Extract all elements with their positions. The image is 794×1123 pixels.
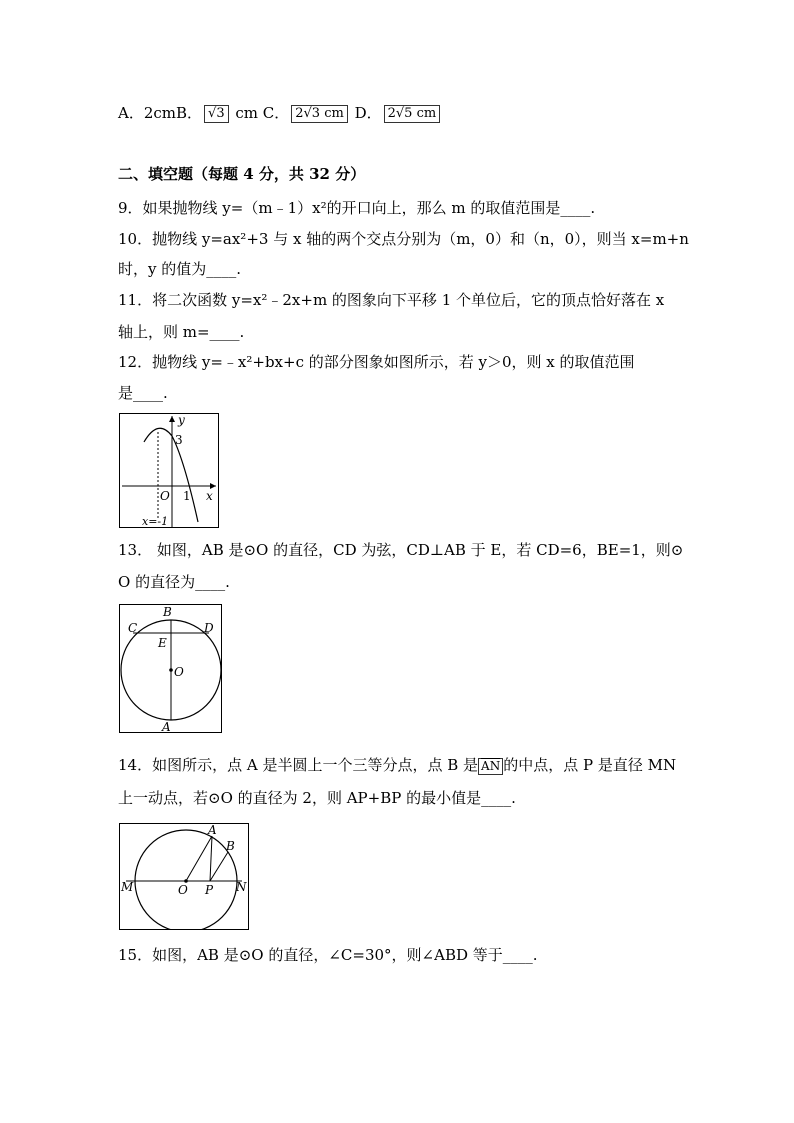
tick-y-label: 3 — [175, 433, 183, 447]
question-14-line1-part1: 14．如图所示，点 A 是半圆上一个三等分点，点 B 是 — [118, 756, 479, 774]
question-11-line2: 轴上，则 m=____. — [118, 323, 245, 341]
label-a: A — [162, 720, 171, 732]
center-point — [169, 668, 173, 672]
figure-12-parabola — [119, 413, 219, 528]
question-13-line2: O 的直径为____. — [118, 573, 230, 591]
option-d-formula: 2√5 cm — [384, 105, 441, 123]
figure-14-semicircle — [119, 823, 249, 930]
origin-label: O — [160, 489, 170, 503]
label-n: N — [236, 880, 247, 894]
option-b-formula: √3 — [204, 105, 229, 123]
question-12-line2: 是____. — [118, 384, 168, 402]
question-14-line2: 上一动点，若⊙O 的直径为 2，则 AP+BP 的最小值是____. — [118, 789, 516, 807]
option-b-suffix: cm C． — [230, 104, 290, 122]
question-13-line1: 13． 如图，AB 是⊙O 的直径，CD 为弦，CD⊥AB 于 E，若 CD=6，BE=1，则⊙ — [118, 541, 684, 559]
label-o: O — [178, 883, 188, 897]
question-12-line1: 12．抛物线 y=﹣x²+bx+c 的部分图象如图所示，若 y＞0，则 x 的取值范围 — [118, 353, 635, 371]
question-14-line1-part2: 的中点，点 P 是直径 MN — [503, 756, 677, 774]
question-11-line1: 11．将二次函数 y=x²﹣2x+m 的图象向下平移 1 个单位后，它的顶点恰好落在 x — [118, 291, 665, 309]
figure-13-circle — [119, 604, 222, 733]
label-c: C — [128, 621, 138, 635]
segment-oa — [186, 836, 212, 881]
segment-pb — [210, 852, 228, 881]
question-10-line2: 时，y 的值为____. — [118, 260, 242, 278]
label-b: B — [163, 605, 172, 619]
axis-line-label: x=-1 — [142, 515, 169, 527]
label-b: B — [226, 839, 235, 853]
segment-ap — [210, 836, 212, 881]
y-axis-arrow-icon — [169, 416, 175, 422]
y-label: y — [178, 414, 185, 427]
x-label: x — [206, 489, 213, 503]
q8-options — [118, 103, 442, 123]
label-e: E — [158, 636, 167, 650]
question-14-line1 — [118, 755, 676, 775]
parabola-curve — [144, 428, 198, 522]
section-title: 二、填空题（每题 4 分，共 32 分） — [118, 165, 366, 183]
option-a-b-prefix: A．2cmB． — [118, 104, 203, 122]
question-9: 9．如果抛物线 y=（m﹣1）x²的开口向上，那么 m 的取值范围是____. — [118, 199, 596, 217]
label-a: A — [208, 824, 217, 837]
question-15: 15．如图，AB 是⊙O 的直径，∠C=30°，则∠ABD 等于____. — [118, 946, 538, 964]
option-d-prefix: D． — [349, 104, 382, 122]
question-10-line1: 10．抛物线 y=ax²+3 与 x 轴的两个交点分别为（m，0）和（n，0），则当 x=m+n — [118, 230, 689, 248]
label-o: O — [174, 665, 184, 679]
label-m: M — [121, 880, 134, 894]
arc-an-symbol: $\overline{AN}$ — [478, 758, 503, 775]
option-c-formula: 2√3 cm — [291, 105, 348, 123]
label-d: D — [204, 621, 214, 635]
label-p: P — [205, 883, 214, 897]
tick-x-label: 1 — [183, 489, 191, 503]
